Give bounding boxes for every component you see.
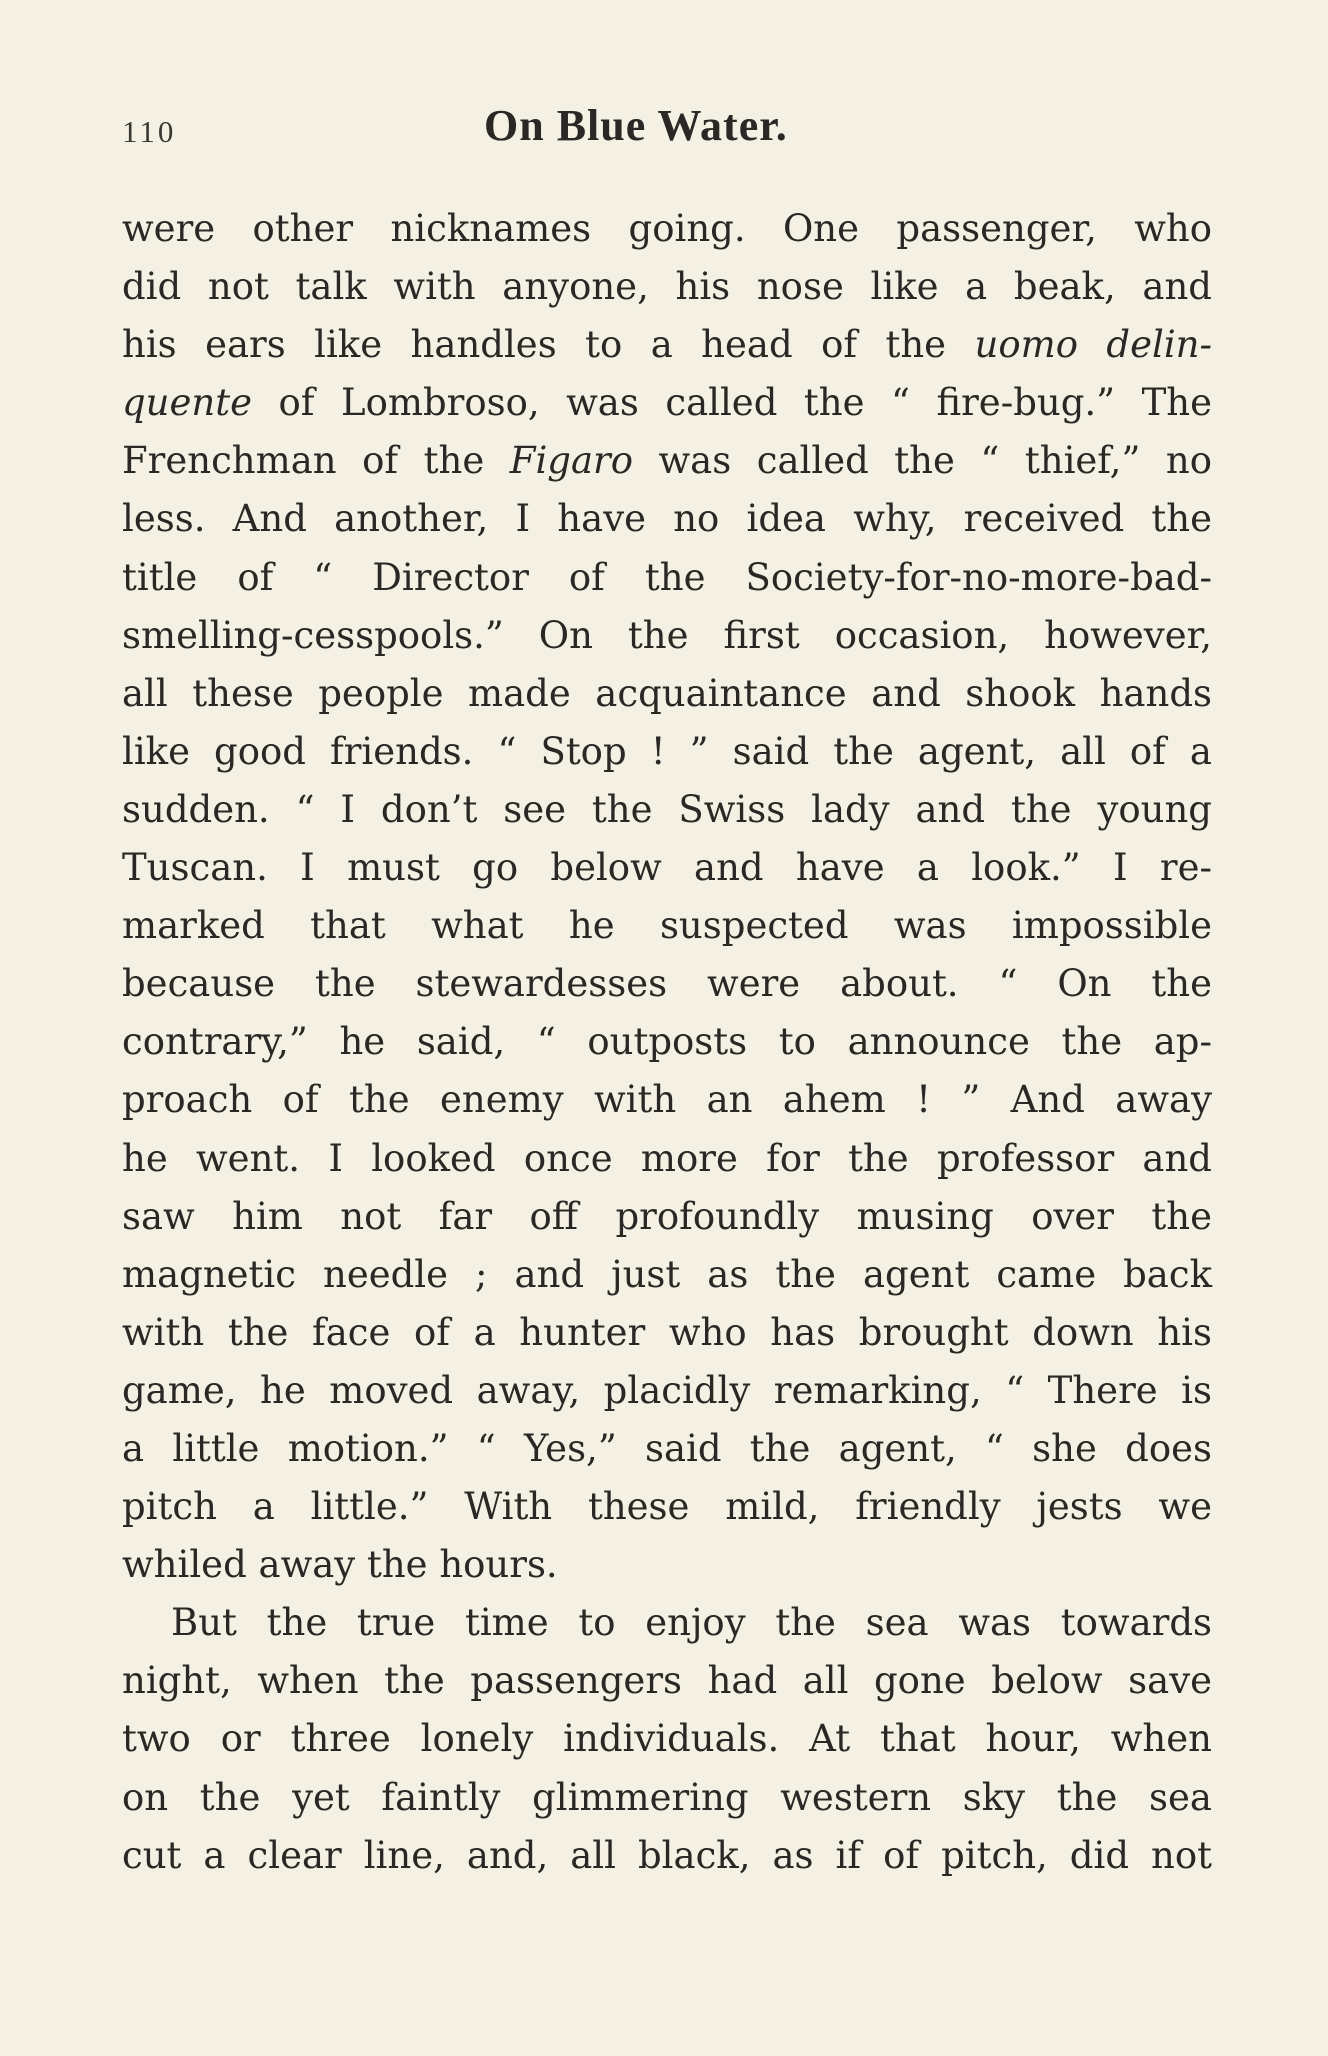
text-line xyxy=(122,432,1212,490)
text-line: on the yet faintly glimmering western sky the sea xyxy=(122,1775,1212,1819)
text-line xyxy=(122,316,1212,374)
text-line xyxy=(122,374,1212,432)
text-line: game, he moved away, placidly remarking, “ There is xyxy=(122,1368,1212,1412)
body-text xyxy=(122,200,1212,1885)
text-line: sudden. “ I don’t see the Swiss lady and the young xyxy=(122,787,1212,831)
running-title: On Blue Water. xyxy=(484,101,788,150)
text-run: was called the “ thief,” no xyxy=(632,439,1212,483)
text-line: he went. I looked once more for the professor and xyxy=(122,1136,1212,1180)
italic-phrase: uomo delin- xyxy=(974,323,1212,367)
text-line: smelling-cesspools.” On the first occasion, however, xyxy=(122,613,1212,657)
text-line: Tuscan. I must go below and have a look.” I re- xyxy=(122,846,1212,890)
text-line: less. And another, I have no idea why, received the xyxy=(122,497,1212,541)
text-line: two or three lonely individuals. At that hour, when xyxy=(122,1717,1212,1761)
page-header xyxy=(122,100,1212,160)
text-run: of Lombroso, was called the “ fire-bug.” The xyxy=(252,381,1212,425)
text-line: contrary,” he said, “ outposts to announce the ap- xyxy=(122,1020,1212,1064)
italic-phrase: quente xyxy=(122,381,253,425)
paragraph-2 xyxy=(122,1594,1212,1884)
text-line: with the face of a hunter who has brought down his xyxy=(122,1310,1212,1354)
text-line: because the stewardesses were about. “ On the xyxy=(122,962,1212,1006)
text-line: pitch a little.” With these mild, friendly jests we xyxy=(122,1485,1212,1529)
text-line: like good friends. “ Stop ! ” said the agent, all of a xyxy=(122,729,1212,773)
text-line: night, when the passengers had all gone below save xyxy=(122,1659,1212,1703)
text-line: But the true time to enjoy the sea was towards xyxy=(171,1601,1212,1645)
text-run: his ears like handles to a head of the xyxy=(122,323,975,367)
text-line: title of “ Director of the Society-for-no-more-bad- xyxy=(122,555,1212,599)
text-line: were other nicknames going. One passenger, who xyxy=(122,207,1212,250)
italic-phrase: Figaro xyxy=(509,439,633,483)
paragraph-1 xyxy=(122,200,1212,1594)
text-line: saw him not far off profoundly musing over the xyxy=(122,1194,1212,1238)
text-line: did not talk with anyone, his nose like a beak, and xyxy=(122,265,1212,309)
text-line: cut a clear line, and, all black, as if of pitch, did not xyxy=(122,1833,1212,1877)
text-line: all these people made acquaintance and shook hands xyxy=(122,671,1212,715)
text-line: whiled away the hours. xyxy=(122,1543,558,1587)
text-line: marked that what he suspected was impossible xyxy=(122,904,1212,948)
text-line: magnetic needle ; and just as the agent came back xyxy=(122,1252,1212,1296)
text-line: proach of the enemy with an ahem ! ” And away xyxy=(122,1078,1212,1122)
text-line: a little motion.” “ Yes,” said the agent, “ she does xyxy=(122,1426,1212,1470)
page-number: 110 xyxy=(122,114,177,149)
text-run: Frenchman of the xyxy=(122,439,510,483)
